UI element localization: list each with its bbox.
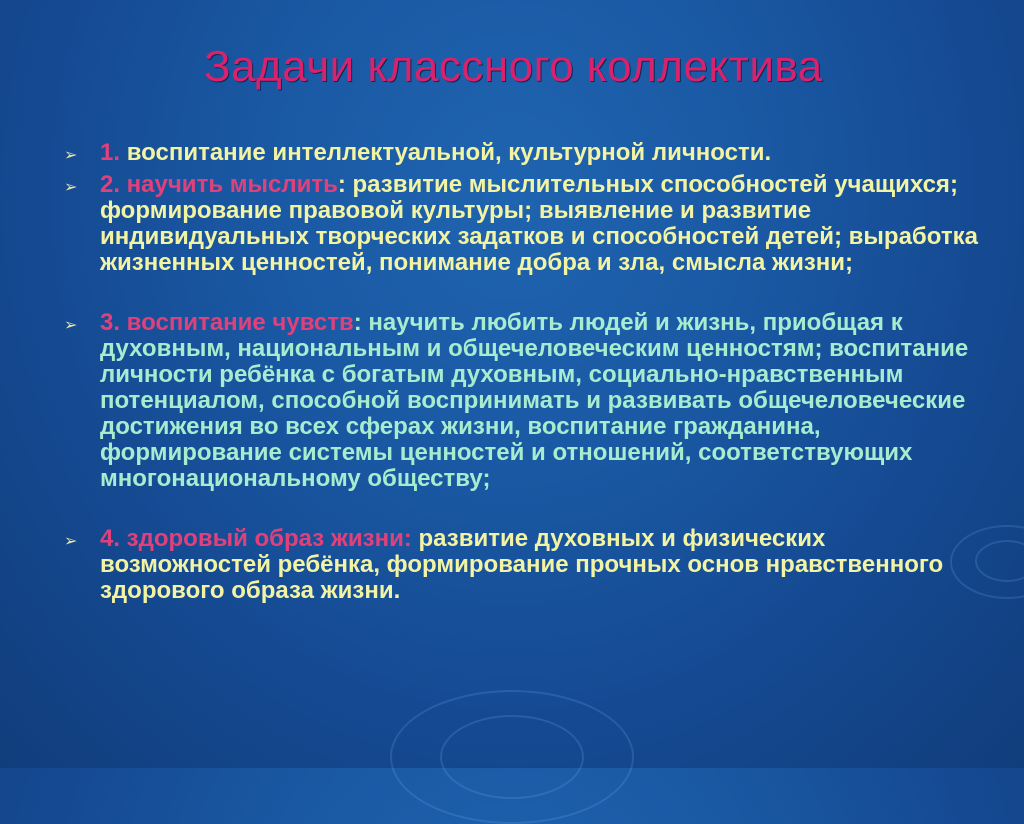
arrow-bullet-icon: ➢ (64, 179, 78, 196)
arrow-bullet-icon: ➢ (64, 147, 78, 164)
item-body: развитие духовных и физических возможностей ребёнка, формирование прочных основ нравственного здорового образа жизни. (100, 525, 944, 604)
task-list (64, 140, 994, 610)
slide-title: Задачи классного коллектива (204, 42, 823, 91)
list-item (64, 310, 994, 492)
list-item (64, 526, 994, 604)
list-item (64, 172, 994, 276)
item-body: воспитание интеллектуальной, культурной личности. (126, 139, 772, 166)
item-heading: 3. воспитание чувств (100, 309, 354, 336)
item-heading: 1. (100, 139, 127, 166)
item-heading: 4. здоровый образ жизни: (100, 525, 419, 552)
item-heading: 2. научить мыслить (100, 171, 338, 198)
item-body: : научить любить людей и жизнь, приобщая к духовным, национальным и общечеловеческим ценностям; воспитание личности ребёнка с богатым духовным, социально-нравственным потенциалом, способной воспринимать и развивать общечеловеческие достижения во всех сферах жизни, воспитание гражданина, формирование системы ценностей и отношений, соответствующих многонациональному обществу; (100, 309, 969, 492)
arrow-bullet-icon: ➢ (64, 317, 78, 334)
list-item (64, 140, 994, 166)
arrow-bullet-icon: ➢ (64, 533, 78, 550)
ripple-decoration (440, 715, 584, 799)
item-body: : развитие мыслительных способностей учащихся; формирование правовой культуры; выявление и развитие индивидуальных творческих задатков и способностей детей; выработка жизненных ценностей, понимание добра и зла, смысла жизни; (100, 171, 978, 276)
